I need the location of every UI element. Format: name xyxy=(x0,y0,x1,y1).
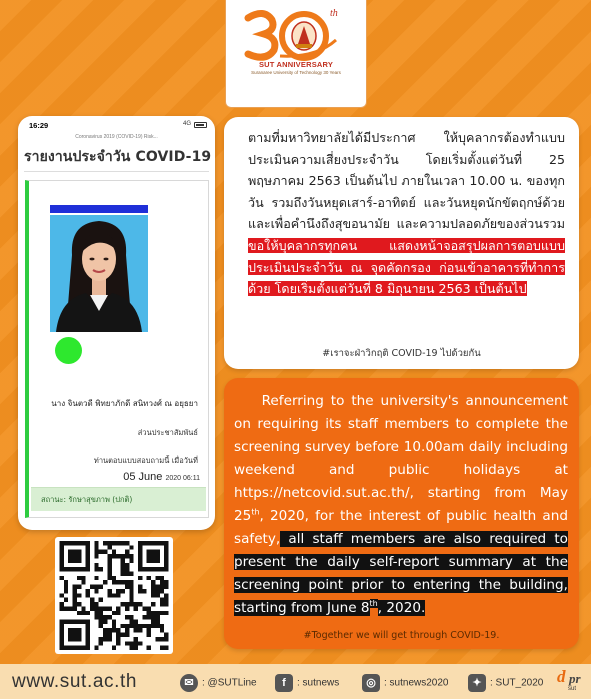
qr-module xyxy=(134,606,138,610)
qr-module xyxy=(81,611,85,615)
qr-module xyxy=(116,606,120,610)
qr-module xyxy=(155,637,159,641)
answered-label: ท่านตอบแบบสอบถามนี้ เมื่อวันที่ xyxy=(93,456,198,465)
qr-module xyxy=(147,624,151,628)
qr-module xyxy=(125,628,129,632)
qr-module xyxy=(138,589,142,593)
qr-module xyxy=(121,541,125,545)
qr-module xyxy=(64,598,68,602)
qr-module xyxy=(164,646,168,650)
qr-module xyxy=(129,598,133,602)
qr-module xyxy=(155,585,159,589)
qr-module xyxy=(107,554,111,558)
qr-module xyxy=(160,637,164,641)
qr-module xyxy=(142,589,146,593)
qr-module xyxy=(68,606,72,610)
qr-module xyxy=(81,576,85,580)
qr-module xyxy=(73,606,77,610)
phone-screenshot xyxy=(18,116,215,530)
qr-module xyxy=(90,585,94,589)
qr-module xyxy=(116,628,120,632)
instagram-handle: : sutnews2020 xyxy=(384,677,449,689)
battery-icon xyxy=(194,122,207,128)
qr-module xyxy=(60,606,64,610)
qr-module xyxy=(138,576,142,580)
qr-module xyxy=(116,593,120,597)
qr-module xyxy=(155,589,159,593)
qr-module xyxy=(121,602,125,606)
qr-module xyxy=(112,646,116,650)
twitter-handle: : SUT_2020 xyxy=(490,677,544,689)
thirty-years-emblem xyxy=(226,0,368,108)
english-highlight-1: all staff members are also required to present the daily self-report summary at the screening point prior to entering the building, starting from June 8 xyxy=(234,531,568,616)
qr-module xyxy=(134,624,138,628)
qr-module xyxy=(160,585,164,589)
instagram-account[interactable] xyxy=(362,674,449,692)
qr-module xyxy=(147,628,151,632)
facebook-handle: : sutnews xyxy=(297,677,340,689)
facebook-icon: f xyxy=(275,674,293,692)
health-status-box: สถานะ: รักษาสุขภาพ (ปกติ) xyxy=(31,487,206,511)
answered-datetime xyxy=(123,471,200,483)
status-time: 16:29 xyxy=(29,121,49,130)
qr-module xyxy=(164,580,168,584)
qr-module xyxy=(99,637,103,641)
qr-module xyxy=(68,628,81,641)
line-account[interactable] xyxy=(180,674,257,692)
qr-module xyxy=(64,589,68,593)
qr-module xyxy=(134,628,138,632)
qr-module xyxy=(160,602,164,606)
thai-announcement-box xyxy=(224,117,579,369)
report-card xyxy=(25,180,209,518)
qr-module xyxy=(99,550,103,554)
qr-module xyxy=(112,550,116,554)
qr-module xyxy=(151,602,155,606)
answered-time: 2020 06:11 xyxy=(165,475,200,482)
qr-module xyxy=(68,550,81,563)
qr-module xyxy=(103,619,107,623)
qr-module xyxy=(134,646,138,650)
qr-module xyxy=(129,624,133,628)
dpr-logo-d: d xyxy=(557,667,566,686)
qr-module xyxy=(142,624,146,628)
qr-module xyxy=(112,576,116,580)
qr-module xyxy=(142,615,146,619)
qr-module xyxy=(107,558,111,562)
dpr-logo-pr: pr xyxy=(569,671,581,686)
qr-module xyxy=(121,633,125,637)
qr-module xyxy=(116,641,120,645)
qr-module xyxy=(94,550,98,554)
qr-module xyxy=(134,602,138,606)
qr-module xyxy=(164,633,168,637)
qr-module xyxy=(125,633,129,637)
qr-module xyxy=(125,567,129,571)
qr-module xyxy=(121,563,125,567)
qr-module xyxy=(160,580,164,584)
thai-body-highlight: ขอให้บุคลากรทุกคน แสดงหน้าจอสรุปผลการตอบแบบประเมินประจำวัน ณ จุดคัดกรอง ก่อนเข้าอาคารที่ทำการด้วย โดยเริ่มตั้งแต่วันที่ 8 มิถุนายน 2563 เป็นต้นไป xyxy=(248,237,565,297)
answered-date: 05 June xyxy=(123,471,163,483)
qr-module xyxy=(164,637,168,641)
english-part-1: Referring to the university's announcement on requiring its staff members to complete the screening survey before 10.00am daily including weekend and public holidays at https://netcovid.sut.ac.th/, starting from May 25 xyxy=(234,393,568,524)
qr-module xyxy=(103,637,107,641)
line-handle: : @SUTLine xyxy=(202,677,257,689)
qr-module xyxy=(103,580,107,584)
qr-module xyxy=(73,589,77,593)
qr-module xyxy=(107,563,111,567)
qr-module xyxy=(125,602,129,606)
person-department: ส่วนประชาสัมพันธ์ xyxy=(137,428,198,437)
person-name: นาง จินตวดี พิทยาภักดี สนิทวงศ์ ณ อยุธยา xyxy=(51,399,198,408)
qr-module xyxy=(155,593,159,597)
qr-module xyxy=(129,585,133,589)
person-portrait-image xyxy=(50,215,148,332)
qr-module xyxy=(129,593,133,597)
qr-module xyxy=(77,576,81,580)
qr-module xyxy=(125,580,129,584)
phone-status-bar xyxy=(18,116,215,136)
qr-module xyxy=(142,606,146,610)
qr-module xyxy=(94,602,98,606)
network-indicator: 4G xyxy=(182,121,191,127)
qr-module xyxy=(147,633,151,637)
photo-header-bar xyxy=(50,205,148,213)
qr-module xyxy=(129,558,133,562)
qr-module xyxy=(77,593,81,597)
qr-module xyxy=(125,615,129,619)
thai-body-plain: ตามที่มหาวิทยาลัยได้มีประกาศ ให้บุคลากรต้องทำแบบประเมินความเสี่ยงประจำวัน โดยเริ่มตั้งแต่วันที่ 25 พฤษภาคม 2563 เป็นต้นไป ภายในเวลา 10.00 น. ของทุกวัน รวมถึงวันหยุดเสาร์-อาทิตย์ และวันหยุดนักขัตฤกษ์ด้วย และเพื่อคำนึงถึงสุขอนามัย และความปลอดภัยของส่วนรวม xyxy=(248,130,565,232)
qr-module xyxy=(138,628,142,632)
qr-module xyxy=(99,611,103,615)
qr-module xyxy=(147,550,160,563)
qr-module xyxy=(99,598,103,602)
qr-module xyxy=(129,646,133,650)
qr-module xyxy=(160,646,164,650)
qr-module xyxy=(60,593,64,597)
qr-module xyxy=(64,606,68,610)
english-announcement-text xyxy=(234,390,568,620)
qr-module xyxy=(129,554,133,558)
profile-photo xyxy=(50,215,148,332)
qr-module xyxy=(99,567,103,571)
qr-module xyxy=(81,580,85,584)
qr-module xyxy=(103,628,107,632)
twitter-icon: ✦ xyxy=(468,674,486,692)
qr-module xyxy=(112,541,116,545)
qr-module xyxy=(73,598,77,602)
qr-module xyxy=(160,598,164,602)
qr-module xyxy=(116,554,120,558)
thai-hashtag: #เราจะฝ่าวิกฤติ COVID-19 ไปด้วยกัน xyxy=(322,348,481,359)
qr-module xyxy=(94,563,98,567)
instagram-icon: ◎ xyxy=(362,674,380,692)
website-link[interactable]: www.sut.ac.th xyxy=(12,671,138,692)
qr-module xyxy=(138,585,142,589)
qr-module xyxy=(99,615,103,619)
qr-module xyxy=(116,633,120,637)
browser-page-title: Coronavirus 2019 (COVID-19) Risk... xyxy=(75,134,158,140)
qr-module xyxy=(129,641,133,645)
qr-module xyxy=(103,615,107,619)
qr-module xyxy=(125,572,129,576)
report-title: รายงานประจำวัน COVID-19 xyxy=(24,149,212,165)
qr-module xyxy=(99,619,103,623)
qr-module xyxy=(107,572,111,576)
qr-module xyxy=(129,572,133,576)
qr-module xyxy=(94,545,98,549)
qr-module xyxy=(151,589,155,593)
qr-module xyxy=(90,606,94,610)
qr-module xyxy=(155,624,159,628)
logo-th-superscript: th xyxy=(330,8,338,19)
qr-module xyxy=(107,593,111,597)
qr-module xyxy=(112,580,116,584)
qr-module xyxy=(86,593,90,597)
qr-module xyxy=(64,580,68,584)
qr-module xyxy=(86,611,90,615)
qr-code[interactable] xyxy=(55,537,173,654)
english-highlight-2: , 2020. xyxy=(377,600,426,616)
qr-module xyxy=(116,611,120,615)
qr-module xyxy=(160,611,164,615)
qr-module xyxy=(125,563,129,567)
qr-module xyxy=(164,598,168,602)
qr-module xyxy=(138,624,142,628)
qr-module xyxy=(121,567,125,571)
facebook-account[interactable] xyxy=(275,674,339,692)
qr-code-image xyxy=(59,541,169,650)
qr-module xyxy=(125,641,129,645)
qr-module xyxy=(121,580,125,584)
qr-module xyxy=(147,576,151,580)
english-sup-2: th xyxy=(369,599,378,609)
qr-module xyxy=(125,624,129,628)
qr-module xyxy=(147,606,151,610)
qr-module xyxy=(99,641,103,645)
qr-module xyxy=(73,602,77,606)
qr-module xyxy=(129,589,133,593)
dpr-sut-logo xyxy=(557,667,585,695)
qr-module xyxy=(103,606,107,610)
qr-module xyxy=(86,589,90,593)
qr-module xyxy=(77,585,81,589)
qr-module xyxy=(64,585,68,589)
qr-module xyxy=(134,641,138,645)
qr-module xyxy=(125,585,129,589)
line-icon: ✉ xyxy=(180,674,198,692)
qr-module xyxy=(112,593,116,597)
qr-module xyxy=(107,606,111,610)
qr-module xyxy=(129,602,133,606)
logo-title: SUT ANNIVERSARY xyxy=(258,60,334,69)
qr-module xyxy=(164,611,168,615)
qr-module xyxy=(112,624,116,628)
qr-module xyxy=(81,606,85,610)
qr-module xyxy=(73,593,77,597)
qr-module xyxy=(103,541,107,545)
qr-module xyxy=(121,589,125,593)
qr-module xyxy=(155,576,159,580)
qr-module xyxy=(60,602,64,606)
qr-module xyxy=(90,602,94,606)
qr-module xyxy=(112,628,116,632)
qr-module xyxy=(99,585,103,589)
qr-module xyxy=(160,576,164,580)
qr-module xyxy=(107,633,111,637)
english-sup-1: th xyxy=(251,507,260,517)
qr-module xyxy=(125,606,129,610)
qr-module xyxy=(125,554,129,558)
qr-module xyxy=(151,580,155,584)
qr-module xyxy=(155,619,159,623)
qr-module xyxy=(121,572,125,576)
qr-module xyxy=(151,615,155,619)
qr-module xyxy=(90,598,94,602)
qr-module xyxy=(107,567,111,571)
qr-module xyxy=(112,611,116,615)
english-part-2: , 2020, for the interest of public health and safety, xyxy=(234,508,568,547)
qr-module xyxy=(125,541,129,545)
qr-module xyxy=(73,585,77,589)
thai-announcement-text xyxy=(248,127,565,300)
qr-module xyxy=(112,554,116,558)
qr-module xyxy=(121,558,125,562)
qr-module xyxy=(112,619,116,623)
qr-module xyxy=(103,633,107,637)
dpr-logo-sut: sut xyxy=(568,686,577,692)
qr-module xyxy=(107,589,111,593)
qr-module xyxy=(121,624,125,628)
qr-module xyxy=(134,619,138,623)
qr-module xyxy=(138,602,142,606)
qr-module xyxy=(160,628,164,632)
qr-module xyxy=(107,637,111,641)
qr-module xyxy=(116,580,120,584)
qr-module xyxy=(155,615,159,619)
qr-module xyxy=(94,615,98,619)
qr-module xyxy=(160,624,164,628)
footer-bar xyxy=(0,664,591,699)
qr-module xyxy=(164,602,168,606)
qr-module xyxy=(107,541,111,545)
qr-module xyxy=(77,602,81,606)
qr-module xyxy=(134,637,138,641)
qr-module xyxy=(94,567,98,571)
qr-module xyxy=(94,554,98,558)
qr-module xyxy=(99,606,103,610)
qr-module xyxy=(155,611,159,615)
title-divider xyxy=(24,171,209,172)
qr-module xyxy=(94,585,98,589)
qr-module xyxy=(129,619,133,623)
qr-module xyxy=(151,624,155,628)
qr-module xyxy=(107,576,111,580)
qr-module xyxy=(164,593,168,597)
qr-module xyxy=(107,628,111,632)
logo-subtitle: Suranaree University of Technology 30 Years xyxy=(251,70,341,75)
qr-module xyxy=(147,646,151,650)
health-status-indicator xyxy=(55,337,82,364)
qr-module xyxy=(160,589,164,593)
qr-module xyxy=(60,576,64,580)
qr-module xyxy=(116,589,120,593)
qr-module xyxy=(147,611,151,615)
qr-module xyxy=(116,541,120,545)
qr-module xyxy=(94,576,98,580)
qr-module xyxy=(99,624,103,628)
qr-module xyxy=(151,593,155,597)
qr-module xyxy=(138,641,142,645)
english-announcement-box xyxy=(224,378,579,649)
qr-module xyxy=(164,585,168,589)
qr-module xyxy=(151,611,155,615)
qr-module xyxy=(94,611,98,615)
twitter-account[interactable] xyxy=(468,674,543,692)
english-hashtag: #Together we will get through COVID-19. xyxy=(303,630,500,641)
qr-module xyxy=(94,589,98,593)
qr-module xyxy=(151,619,155,623)
qr-module xyxy=(103,550,107,554)
sut-anniversary-logo xyxy=(225,0,367,108)
qr-module xyxy=(125,550,129,554)
qr-module xyxy=(129,580,133,584)
qr-module xyxy=(116,637,120,641)
qr-module xyxy=(94,541,98,545)
qr-module xyxy=(129,615,133,619)
qr-module xyxy=(147,615,151,619)
qr-module xyxy=(121,554,125,558)
qr-module xyxy=(107,615,111,619)
qr-module xyxy=(107,545,111,549)
qr-module xyxy=(94,646,98,650)
qr-module xyxy=(77,611,81,615)
qr-module xyxy=(129,545,133,549)
qr-module xyxy=(151,585,155,589)
qr-module xyxy=(94,606,98,610)
